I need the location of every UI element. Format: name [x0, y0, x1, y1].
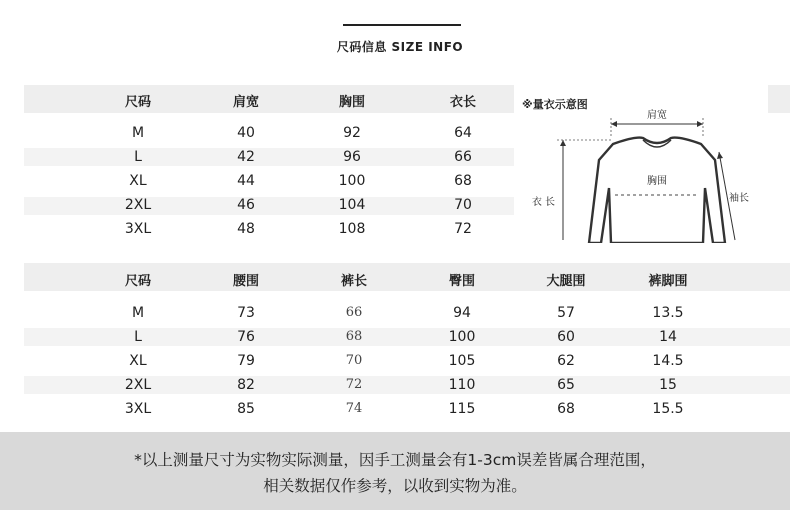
- tops-row-band: [24, 148, 514, 166]
- table-cell: XL: [129, 173, 147, 189]
- table-cell: 14.5: [652, 353, 684, 369]
- table-cell: 60: [557, 329, 575, 345]
- table-cell: 66: [345, 305, 363, 320]
- length-label: 衣 长: [531, 197, 555, 208]
- column-header: 裤长: [340, 274, 368, 289]
- table-cell: 40: [237, 125, 255, 141]
- table-cell: 92: [343, 125, 361, 141]
- table-cell: 64: [454, 125, 472, 141]
- table-cell: M: [131, 305, 145, 321]
- table-cell: 66: [454, 149, 472, 165]
- table-cell: 70: [454, 197, 472, 213]
- table-cell: 110: [448, 377, 476, 393]
- shirt-outline: [589, 138, 725, 243]
- table-cell: 57: [557, 305, 575, 321]
- table-cell: 70: [345, 353, 363, 368]
- table-cell: 74: [345, 401, 363, 416]
- chest-label: 胸围: [647, 176, 667, 187]
- table-cell: 62: [557, 353, 575, 369]
- page-title: 尺码信息 SIZE INFO: [336, 40, 464, 54]
- table-cell: 13.5: [652, 305, 684, 321]
- column-header: 胸围: [338, 95, 366, 110]
- column-header: 裤脚围: [648, 274, 688, 289]
- tops-row-band: [24, 197, 514, 215]
- table-cell: L: [134, 329, 142, 345]
- table-cell: 42: [237, 149, 255, 165]
- table-cell: 2XL: [124, 197, 152, 213]
- table-cell: 79: [237, 353, 255, 369]
- table-cell: 100: [338, 173, 366, 189]
- table-cell: 68: [454, 173, 472, 189]
- table-cell: 2XL: [124, 377, 152, 393]
- table-cell: 15.5: [652, 401, 684, 417]
- table-cell: 68: [345, 329, 363, 344]
- column-header: 肩宽: [232, 95, 260, 110]
- table-cell: 96: [343, 149, 361, 165]
- column-header: 尺码: [124, 274, 152, 289]
- table-cell: 15: [659, 377, 677, 393]
- table-cell: 48: [237, 221, 255, 237]
- table-cell: 14: [659, 329, 677, 345]
- table-cell: 68: [557, 401, 575, 417]
- column-header: 臀围: [448, 274, 476, 289]
- table-cell: 73: [237, 305, 255, 321]
- table-cell: 100: [448, 329, 476, 345]
- table-cell: 44: [237, 173, 255, 189]
- shoulder-label: 肩宽: [647, 110, 667, 121]
- table-cell: 3XL: [124, 221, 152, 237]
- table-cell: 3XL: [124, 401, 152, 417]
- table-cell: 65: [557, 377, 575, 393]
- tops-header-band: [24, 85, 514, 113]
- column-header: 衣长: [449, 95, 477, 110]
- table-cell: 72: [345, 377, 363, 392]
- table-cell: 85: [237, 401, 255, 417]
- table-cell: 76: [237, 329, 255, 345]
- column-header: 尺码: [124, 95, 152, 110]
- table-cell: 105: [448, 353, 476, 369]
- table-cell: 72: [454, 221, 472, 237]
- table-cell: 104: [338, 197, 366, 213]
- table-cell: XL: [129, 353, 147, 369]
- footer-line-2: 相关数据仅作参考，以收到实物为准。: [263, 477, 527, 495]
- title-bar: [343, 24, 461, 26]
- diagram-caption: ※量衣示意图: [522, 98, 588, 111]
- table-cell: 94: [453, 305, 471, 321]
- footer-note: [0, 432, 790, 510]
- column-header: 大腿围: [546, 274, 586, 289]
- table-cell: M: [131, 125, 145, 141]
- table-cell: 46: [237, 197, 255, 213]
- column-header: 腰围: [232, 274, 260, 289]
- garment-diagram: [515, 88, 765, 243]
- footer-line-1: *以上测量尺寸为实物实际测量，因手工测量会有1-3cm误差皆属合理范围，: [134, 451, 656, 469]
- table-cell: L: [134, 149, 142, 165]
- table-cell: 115: [448, 401, 476, 417]
- table-cell: 82: [237, 377, 255, 393]
- tops-header-band-right: [768, 85, 790, 113]
- table-cell: 108: [338, 221, 366, 237]
- sleeve-label: 袖长: [729, 193, 749, 204]
